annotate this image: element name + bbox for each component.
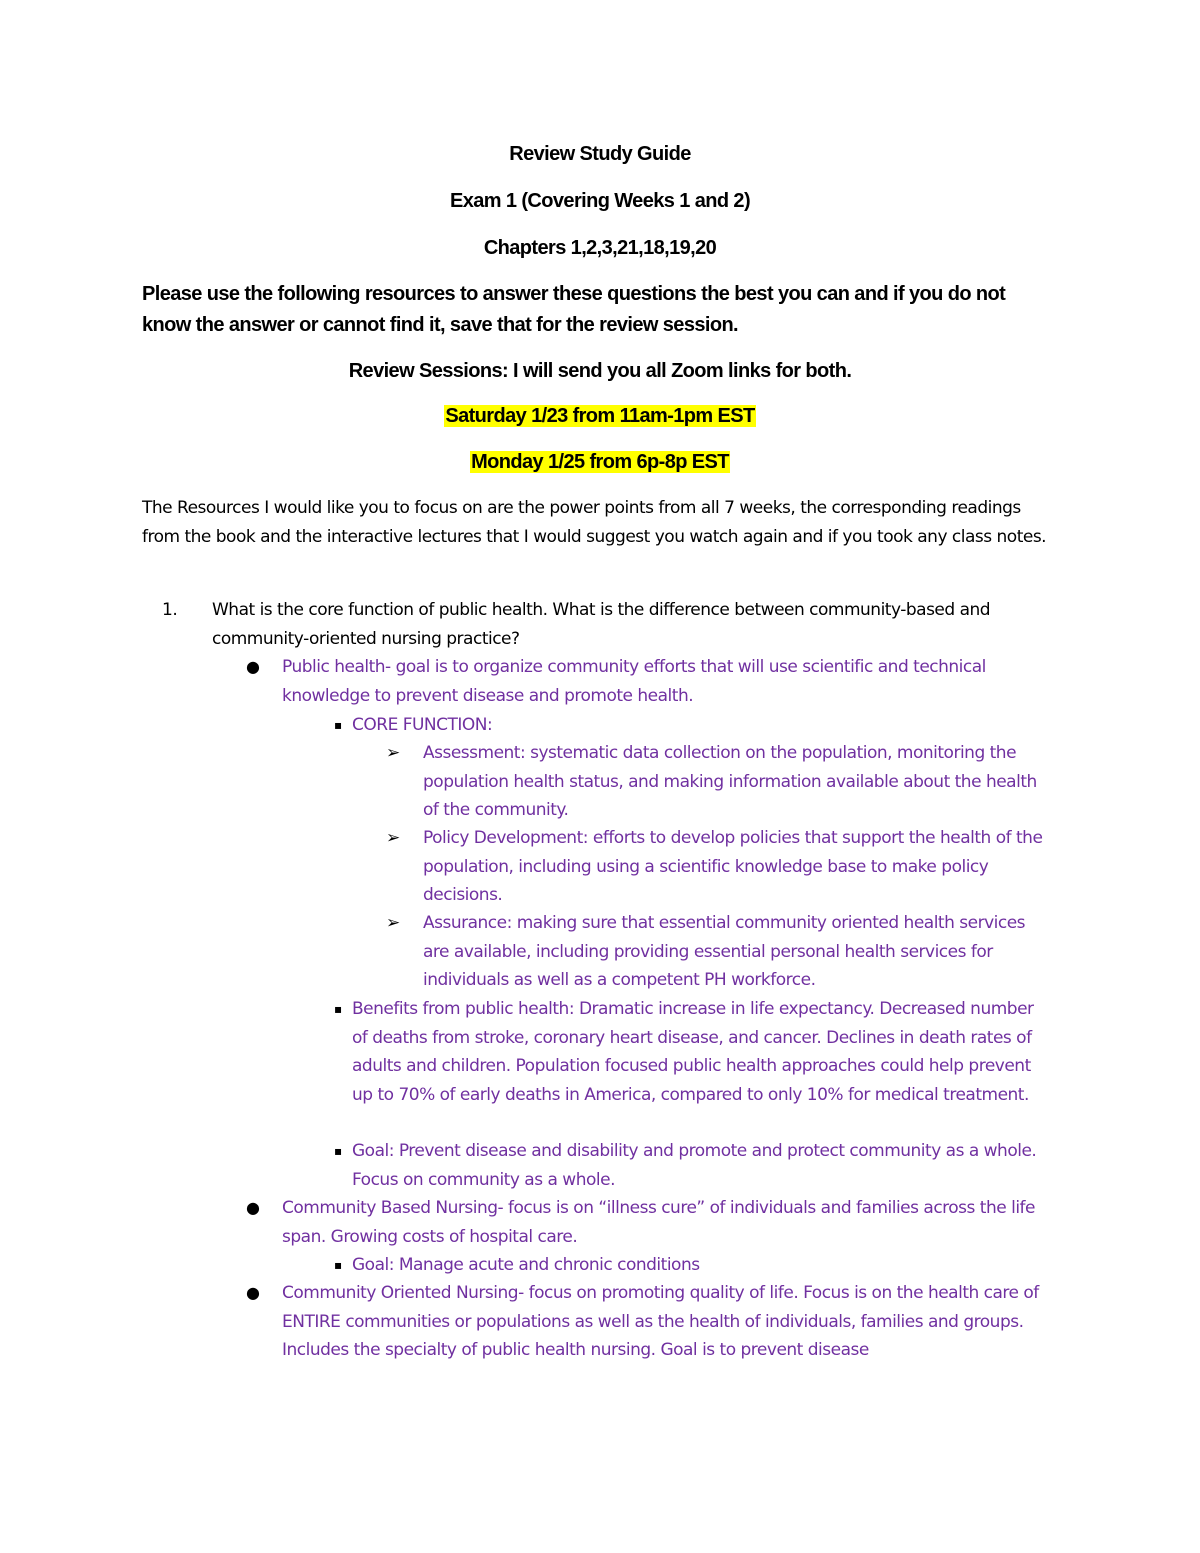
answer-text: Assessment: systematic data collection on the population, monitoring the population health status, and making information available about the health of the community. [423,743,1037,820]
resources-paragraph: The Resources I would like you to focus on are the power points from all 7 weeks, the corresponding readings from the book and the interactive lectures that I would suggest you watch again and if you took any class notes. [142,498,1047,547]
square-bullet-icon: ▪ [334,1258,342,1272]
answer-text: Community Oriented Nursing- focus on promoting quality of life. Focus is on the health care of ENTIRE communities or populations as well as the health of individuals, families and groups. Includes the specialty of public health nursing. Goal is to prevent disease [282,1283,1039,1360]
question-text: What is the core function of public health. What is the difference between community-based and community-oriented nursing practice? [212,600,991,649]
arrow-bullet-icon: ➢ [386,828,400,848]
answer-text: Benefits from public health: Dramatic increase in life expectancy. Decreased number of deaths from stroke, coronary heart disease, and cancer. Declines in death rates of adults and children. Population focused public health approaches could help prevent up to 70% of early deaths in America, compared to only 10% for medical treatment. [352,999,1034,1105]
document-title: Review Study Guide [509,143,691,165]
review-session-1-highlight: Saturday 1/23 from 11am-1pm EST [445,405,755,427]
square-bullet-icon: ▪ [334,718,342,732]
arrow-bullet-icon: ➢ [386,913,400,933]
bullet-icon: ● [246,657,260,676]
bullet-icon: ● [246,1198,260,1217]
arrow-bullet-icon: ➢ [386,743,400,763]
review-session-1 [0,402,1200,430]
answer-text: Public health- goal is to organize community efforts that will use scientific and technical knowledge to prevent disease and promote health. [282,657,986,706]
review-sessions-line: Review Sessions: I will send you all Zoom links for both. [348,360,852,382]
exam-subtitle: Exam 1 (Covering Weeks 1 and 2) [449,190,751,212]
square-bullet-icon: ▪ [334,1002,342,1016]
answer-text: Goal: Prevent disease and disability and promote and protect community as a whole. Focus on community as a whole. [352,1141,1037,1190]
chapters-line: Chapters 1,2,3,21,18,19,20 [483,237,717,259]
review-session-2-highlight: Monday 1/25 from 6p-8p EST [471,451,729,473]
question-number: 1. [162,600,178,620]
answer-text: Policy Development: efforts to develop policies that support the health of the population, including using a scientific knowledge base to make policy decisions. [423,828,1043,905]
answer-text: Community Based Nursing- focus is on “illness cure” of individuals and families across the life span. Growing costs of hospital care. [282,1198,1035,1247]
answer-text: Goal: Manage acute and chronic conditions [352,1255,700,1275]
review-session-2 [0,448,1200,476]
answer-text: CORE FUNCTION: [352,715,493,735]
instructions-paragraph: Please use the following resources to answer these questions the best you can and if you do not know the answer or cannot find it, save that for the review session. [142,283,1006,336]
answer-text: Assurance: making sure that essential community oriented health services are available, including providing essential personal health services for individuals as well as a competent PH workforce. [423,913,1026,990]
bullet-icon: ● [246,1283,260,1302]
square-bullet-icon: ▪ [334,1144,342,1158]
